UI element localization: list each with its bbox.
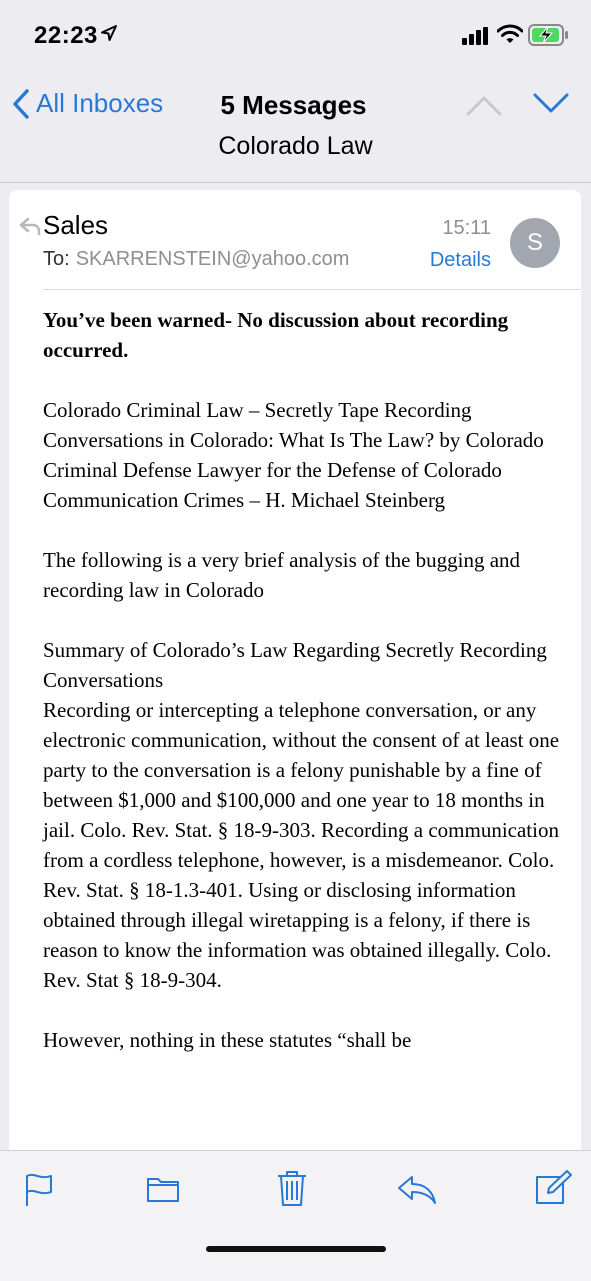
body-paragraph: Recording or intercepting a telephone conversation, or any electronic communication, without the consent of at least one party to the conversation is a felony punishable by a fine of between $1,000 and $100,000 and one year to 18 months in jail. Colo. Rev. Stat. § 18-9-303. Recording a communication from a cordless telephone, however, is a misdemeanor. Colo. Rev. Stat. § 18-1.3-401. Using or disclosing information obtained through illegal wiretapping is a felony, if there is reason to know the information was obtained illegally. Colo. Rev. Stat § 18-9-304. bbox=[43, 698, 560, 992]
body-paragraph: However, nothing in these statutes “shall be bbox=[43, 1028, 412, 1052]
folder-title: Colorado Law bbox=[218, 132, 373, 160]
avatar[interactable]: S bbox=[510, 218, 560, 268]
message-card bbox=[9, 190, 581, 1150]
location-arrow-icon bbox=[100, 24, 118, 47]
body-paragraph: The following is a very brief analysis of the bugging and recording law in Colorado bbox=[43, 548, 521, 602]
details-link[interactable]: Details bbox=[429, 249, 491, 271]
message-header bbox=[9, 190, 581, 290]
home-indicator bbox=[206, 1246, 386, 1252]
wifi-icon bbox=[497, 23, 523, 50]
sender-name[interactable]: Sales bbox=[43, 210, 109, 240]
body-paragraph: Summary of Colorado’s Law Regarding Secretly Recording Conversations bbox=[43, 638, 547, 692]
body-headline: You’ve been warned- No discussion about recording occurred. bbox=[43, 308, 509, 362]
compose-icon[interactable] bbox=[534, 1169, 574, 1212]
navigation-bar bbox=[0, 70, 591, 183]
replied-arrow-icon bbox=[19, 217, 41, 240]
header-divider bbox=[43, 289, 581, 290]
message-count: 5 Messages bbox=[220, 90, 367, 120]
status-bar bbox=[0, 0, 591, 70]
bottom-toolbar bbox=[0, 1150, 591, 1281]
status-time: 22:23 bbox=[34, 22, 98, 49]
to-label: To: bbox=[43, 248, 70, 270]
previous-message-chevron-up-icon[interactable] bbox=[466, 94, 502, 121]
body-paragraph: Colorado Criminal Law – Secretly Tape Recording Conversations in Colorado: What Is The Law? by Colorado Criminal Defense Lawyer for the Defense of Colorado Communication Crimes – H. Michael Steinberg bbox=[43, 398, 544, 512]
cellular-signal-icon bbox=[462, 27, 490, 50]
reply-icon[interactable] bbox=[396, 1173, 438, 1210]
next-message-chevron-down-icon[interactable] bbox=[533, 92, 569, 119]
folder-icon[interactable] bbox=[146, 1173, 180, 1208]
battery-charging-icon bbox=[528, 24, 570, 51]
recipient-address[interactable]: SKARRENSTEIN@yahoo.com bbox=[75, 248, 350, 270]
recipient-line bbox=[43, 248, 349, 271]
trash-icon[interactable] bbox=[276, 1169, 308, 1212]
message-time: 15:11 bbox=[442, 217, 491, 239]
back-label: All Inboxes bbox=[36, 88, 164, 118]
flag-icon[interactable] bbox=[24, 1173, 54, 1212]
message-body bbox=[43, 305, 563, 1085]
